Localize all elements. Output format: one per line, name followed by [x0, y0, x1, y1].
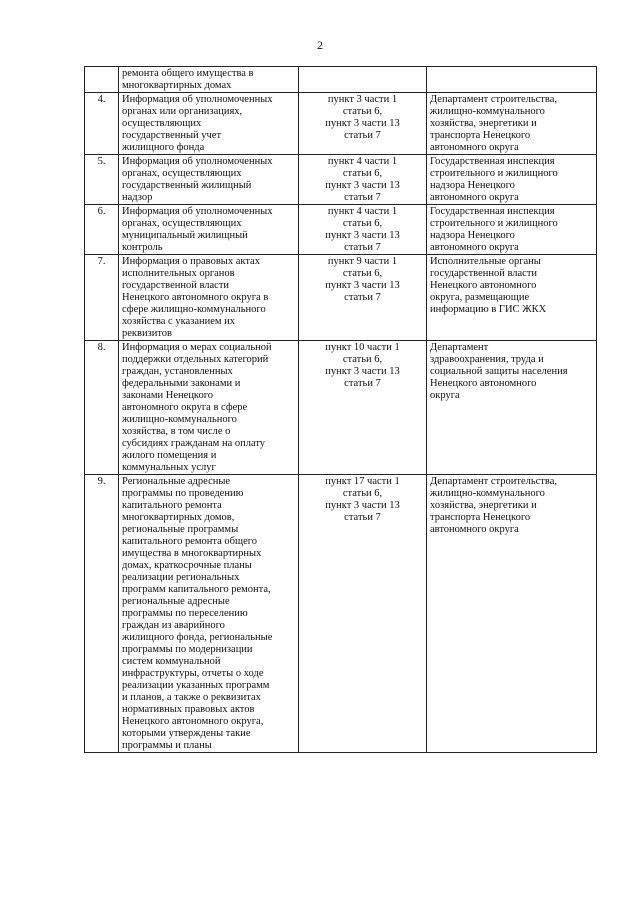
legal-reference: пункт 4 части 1 статьи 6, пункт 3 части 13 статьи 7 [299, 205, 427, 255]
legal-reference [299, 67, 427, 93]
responsible-organization: Департамент строительства, жилищно-коммунального хозяйства, энергетики и транспорта Ненецкого автономного округа [427, 93, 597, 155]
row-number: 7. [85, 255, 119, 341]
responsible-organization: Департамент строительства, жилищно-коммунального хозяйства, энергетики и транспорта Ненецкого автономного округа [427, 475, 597, 753]
table-row [85, 205, 597, 255]
row-number: 8. [85, 341, 119, 475]
table-row [85, 93, 597, 155]
document-table [84, 66, 597, 753]
legal-reference: пункт 10 части 1 статьи 6, пункт 3 части 13 статьи 7 [299, 341, 427, 475]
row-number: 4. [85, 93, 119, 155]
row-number: 5. [85, 155, 119, 205]
row-number: 6. [85, 205, 119, 255]
info-name: Информация о мерах социальной поддержки отдельных категорий граждан, установленных федеральными законами и законами Ненецкого автономного округа в сфере жилищно-коммунального хозяйства, в том числе о субсидиях гражданам на оплату жилого помещения и коммунальных услуг [119, 341, 299, 475]
responsible-organization: Департамент здравоохранения, труда и социальной защиты населения Ненецкого автономного округа [427, 341, 597, 475]
row-number: 9. [85, 475, 119, 753]
table-row [85, 155, 597, 205]
table-row [85, 67, 597, 93]
table-row [85, 475, 597, 753]
info-name: Информация об уполномоченных органах или организациях, осуществляющих государственный учет жилищного фонда [119, 93, 299, 155]
info-name: Информация о правовых актах исполнительных органов государственной власти Ненецкого автономного округа в сфере жилищно-коммунального хозяйства с указанием их реквизитов [119, 255, 299, 341]
row-number [85, 67, 119, 93]
info-name: Информация об уполномоченных органах, осуществляющих государственный жилищный надзор [119, 155, 299, 205]
table-row [85, 255, 597, 341]
table-row [85, 341, 597, 475]
legal-reference: пункт 9 части 1 статьи 6, пункт 3 части 13 статьи 7 [299, 255, 427, 341]
page-number: 2 [317, 38, 323, 52]
responsible-organization: Государственная инспекция строительного и жилищного надзора Ненецкого автономного округа [427, 205, 597, 255]
legal-reference: пункт 4 части 1 статьи 6, пункт 3 части 13 статьи 7 [299, 155, 427, 205]
responsible-organization: Государственная инспекция строительного и жилищного надзора Ненецкого автономного округа [427, 155, 597, 205]
legal-reference: пункт 3 части 1 статьи 6, пункт 3 части 13 статьи 7 [299, 93, 427, 155]
info-name: Региональные адресные программы по проведению капитального ремонта многоквартирных домов, региональные программы капитального ремонта общего имущества в многоквартирных домах, краткосрочные планы реализации региональных программ капитального ремонта, региональные адресные программы по переселению граждан из аварийного жилищного фонда, региональные программы по модернизации систем коммунальной инфраструктуры, отчеты о ходе реализации указанных программ и планов, а также о реквизитах нормативных правовых актов Ненецкого автономного округа, которыми утверждены такие программы и планы [119, 475, 299, 753]
info-name: Информация об уполномоченных органах, осуществляющих муниципальный жилищный контроль [119, 205, 299, 255]
info-name: ремонта общего имущества в многоквартирных домах [119, 67, 299, 93]
responsible-organization: Исполнительные органы государственной власти Ненецкого автономного округа, размещающие информацию в ГИС ЖКХ [427, 255, 597, 341]
legal-reference: пункт 17 части 1 статьи 6, пункт 3 части 13 статьи 7 [299, 475, 427, 753]
responsible-organization [427, 67, 597, 93]
